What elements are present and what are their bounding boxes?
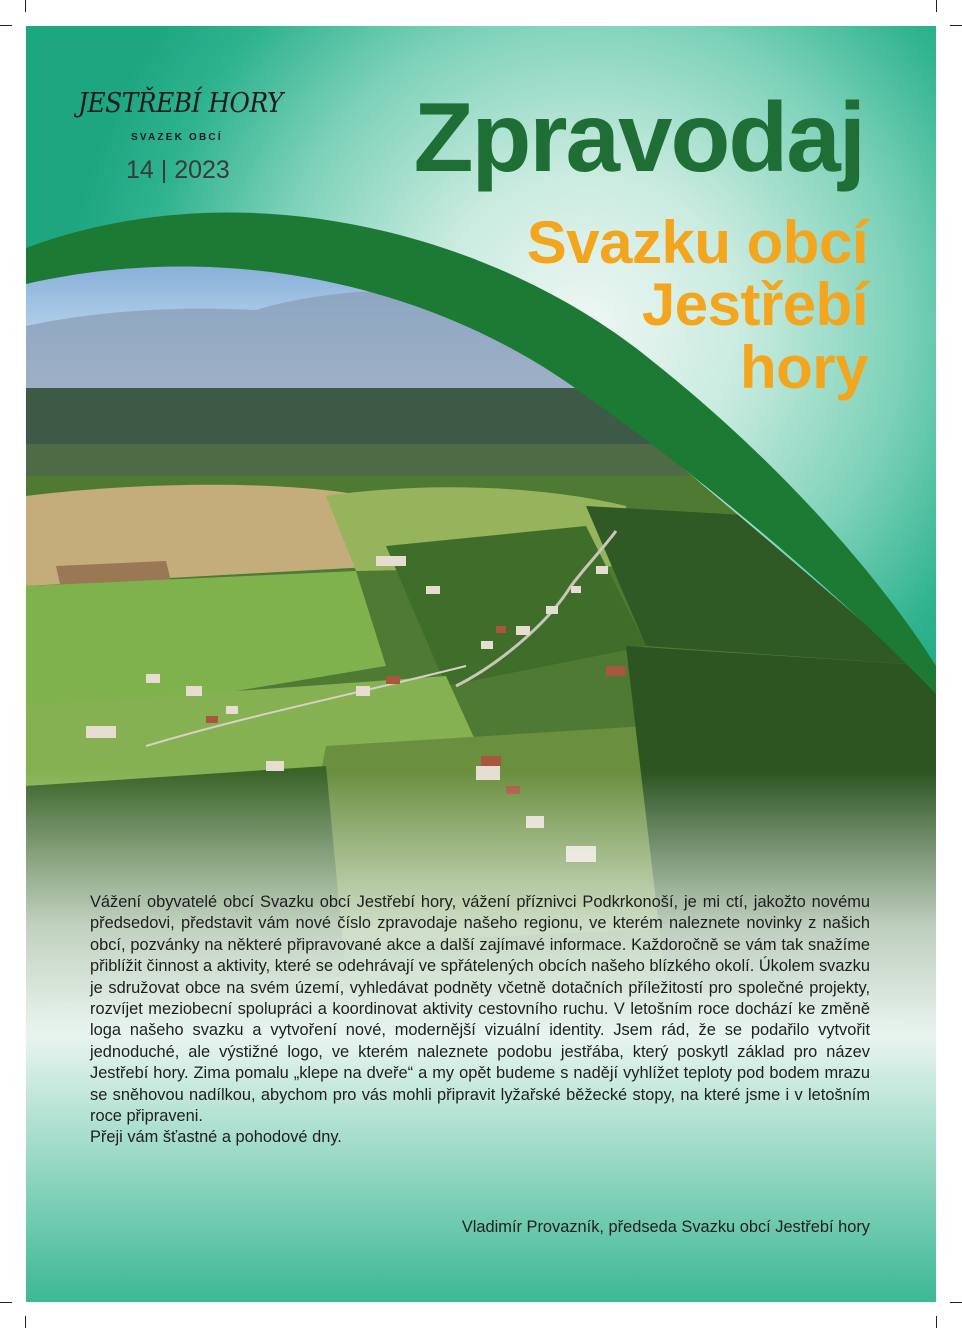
cover-page bbox=[26, 26, 936, 1302]
subtitle-line-3: hory bbox=[739, 333, 868, 401]
issue-number: 14 | 2023 bbox=[126, 156, 230, 184]
crop-mark-bottom-left-h bbox=[0, 1302, 12, 1303]
crop-mark-top-right-h bbox=[950, 25, 962, 26]
crop-mark-bottom-right-h bbox=[950, 1302, 962, 1303]
magazine-subtitle bbox=[526, 209, 868, 401]
crop-mark-top-left-h bbox=[0, 25, 12, 26]
magazine-title: Zpravodaj bbox=[413, 82, 864, 192]
crop-mark-top-left-v bbox=[25, 0, 26, 12]
subtitle-line-1: Svazku obcí bbox=[526, 209, 868, 276]
subtitle-line-2: Jestřebí bbox=[641, 271, 868, 339]
letter-signature: Vladimír Provazník, předseda Svazku obcí Jestřebí hory bbox=[461, 1218, 870, 1236]
crop-mark-top-right-v bbox=[936, 0, 937, 12]
letter-closing: Přeji vám šťastné a pohodové dny. bbox=[90, 1128, 342, 1147]
letter-body: Vážení obyvatelé obcí Svazku obcí Jestřebí hory, vážení příznivci Podkrkonoší, je mi ctí, jakožto novému předsedovi, představit vám nové číslo zpravodaje našeho regionu, ve kterém naleznete novinky z našich obcí, pozvánky na některé připravované akce a další zajímavé informace. Každoročně se vám tak snažíme přiblížit činnost a aktivity, které se odehrávají ve spřátelených obcích našeho blízkého okolí. Úkolem svazku je sdružovat obce na svém území, vyhledávat podněty včetně dotačních příležitostí pro společné projekty, rozvíjet meziobecní spolupráci a koordinovat aktivity cestovního ruchu. V letošním roce dochází ke změně loga našeho svazku a vytvoření nové, modernější vizuální identity. Jsem rád, že se podařilo vytvořit jednoduché, ale výstižné logo, ve kterém naleznete podobu jestřába, který poskytl základ pro název Jestřebí hory. Zima pomalu „klepe na dveře“ a my opět budeme s nadějí vyhlížet teploty pod bodem mrazu se sněhovou nadílkou, abychom pro vás mohli připravit lyžařské běžecké stopy, na které jsme i v letošním roce připraveni. bbox=[90, 893, 870, 1126]
logo-name: JESTŘEBÍ HORY bbox=[78, 88, 283, 119]
crop-mark-bottom-left-v bbox=[25, 1316, 26, 1328]
editorial-letter bbox=[90, 892, 870, 1149]
crop-mark-bottom-right-v bbox=[936, 1316, 937, 1328]
logo-subtitle: SVAZEK OBCÍ bbox=[131, 132, 223, 143]
